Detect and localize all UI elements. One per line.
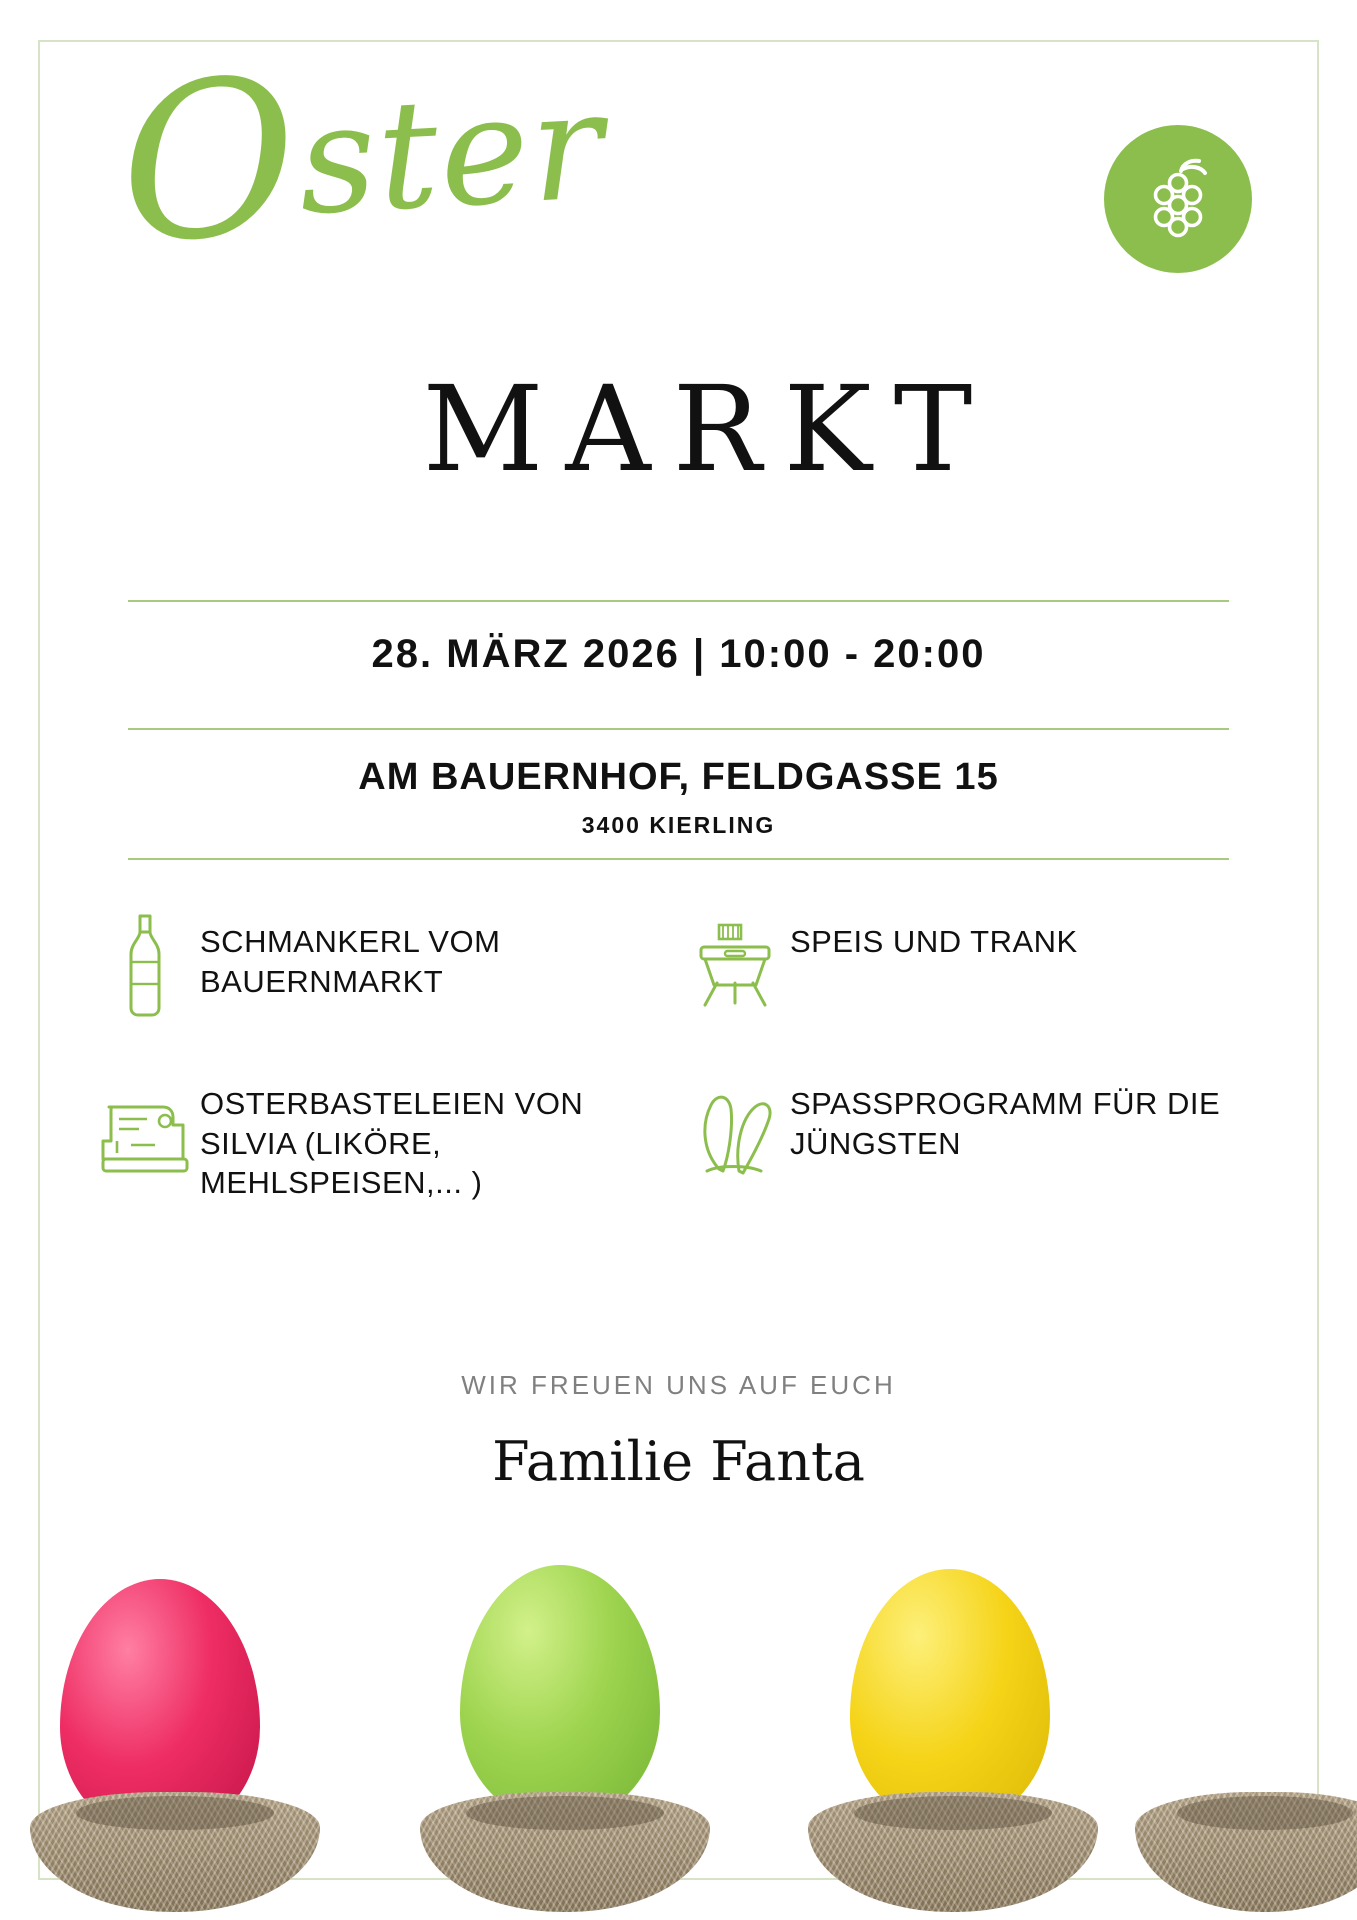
- script-title-rest: ster: [294, 58, 609, 249]
- closing-message: WIR FREUEN UNS AUF EUCH: [461, 1370, 896, 1400]
- feature-item-osterbasteleien: [90, 1080, 680, 1203]
- bunny-ears-icon: [680, 1080, 790, 1190]
- script-title: [113, 30, 609, 291]
- grape-badge: [1104, 125, 1252, 273]
- green-egg: [460, 1565, 660, 1820]
- feature-item-spassprogramm: [680, 1080, 1270, 1203]
- divider-middle: [128, 728, 1229, 730]
- divider-bottom: [128, 858, 1229, 860]
- page-title: MARKT: [422, 360, 995, 498]
- signature-name: Familie Fanta: [492, 1430, 865, 1493]
- sewing-machine-icon: [90, 1080, 200, 1190]
- feature-item-schmankerl: [90, 910, 680, 1020]
- nest: [30, 1792, 320, 1912]
- bottle-icon: [90, 910, 200, 1020]
- yellow-egg: [850, 1569, 1050, 1824]
- nest: [1135, 1792, 1357, 1912]
- feature-row: [90, 1080, 1270, 1203]
- nest: [420, 1792, 710, 1912]
- grape-icon: [1141, 155, 1215, 244]
- event-date-time: 28. MÄRZ 2026 | 10:00 - 20:00: [371, 632, 986, 676]
- nest: [808, 1792, 1098, 1912]
- feature-label: SCHMANKERL VOM BAUERNMARKT: [200, 924, 501, 999]
- divider-top: [128, 600, 1229, 602]
- event-location: AM BAUERNHOF, FELDGASSE 15: [358, 756, 999, 798]
- feature-label: SPEIS UND TRANK: [790, 924, 1078, 959]
- feature-label: SPASSPROGRAMM FÜR DIE JÜNGSTEN: [790, 1086, 1221, 1161]
- feature-list: [90, 910, 1270, 1263]
- easter-eggs-photo: [0, 1560, 1357, 1920]
- feature-label: OSTERBASTELEIEN VON SILVIA (LIKÖRE, MEHLSPEISEN,... ): [200, 1086, 584, 1201]
- event-city: 3400 KIERLING: [581, 812, 776, 838]
- feature-item-speis-und-trank: [680, 910, 1270, 1020]
- script-title-first-letter: O: [113, 30, 306, 291]
- grill-icon: [680, 910, 790, 1020]
- feature-row: [90, 910, 1270, 1020]
